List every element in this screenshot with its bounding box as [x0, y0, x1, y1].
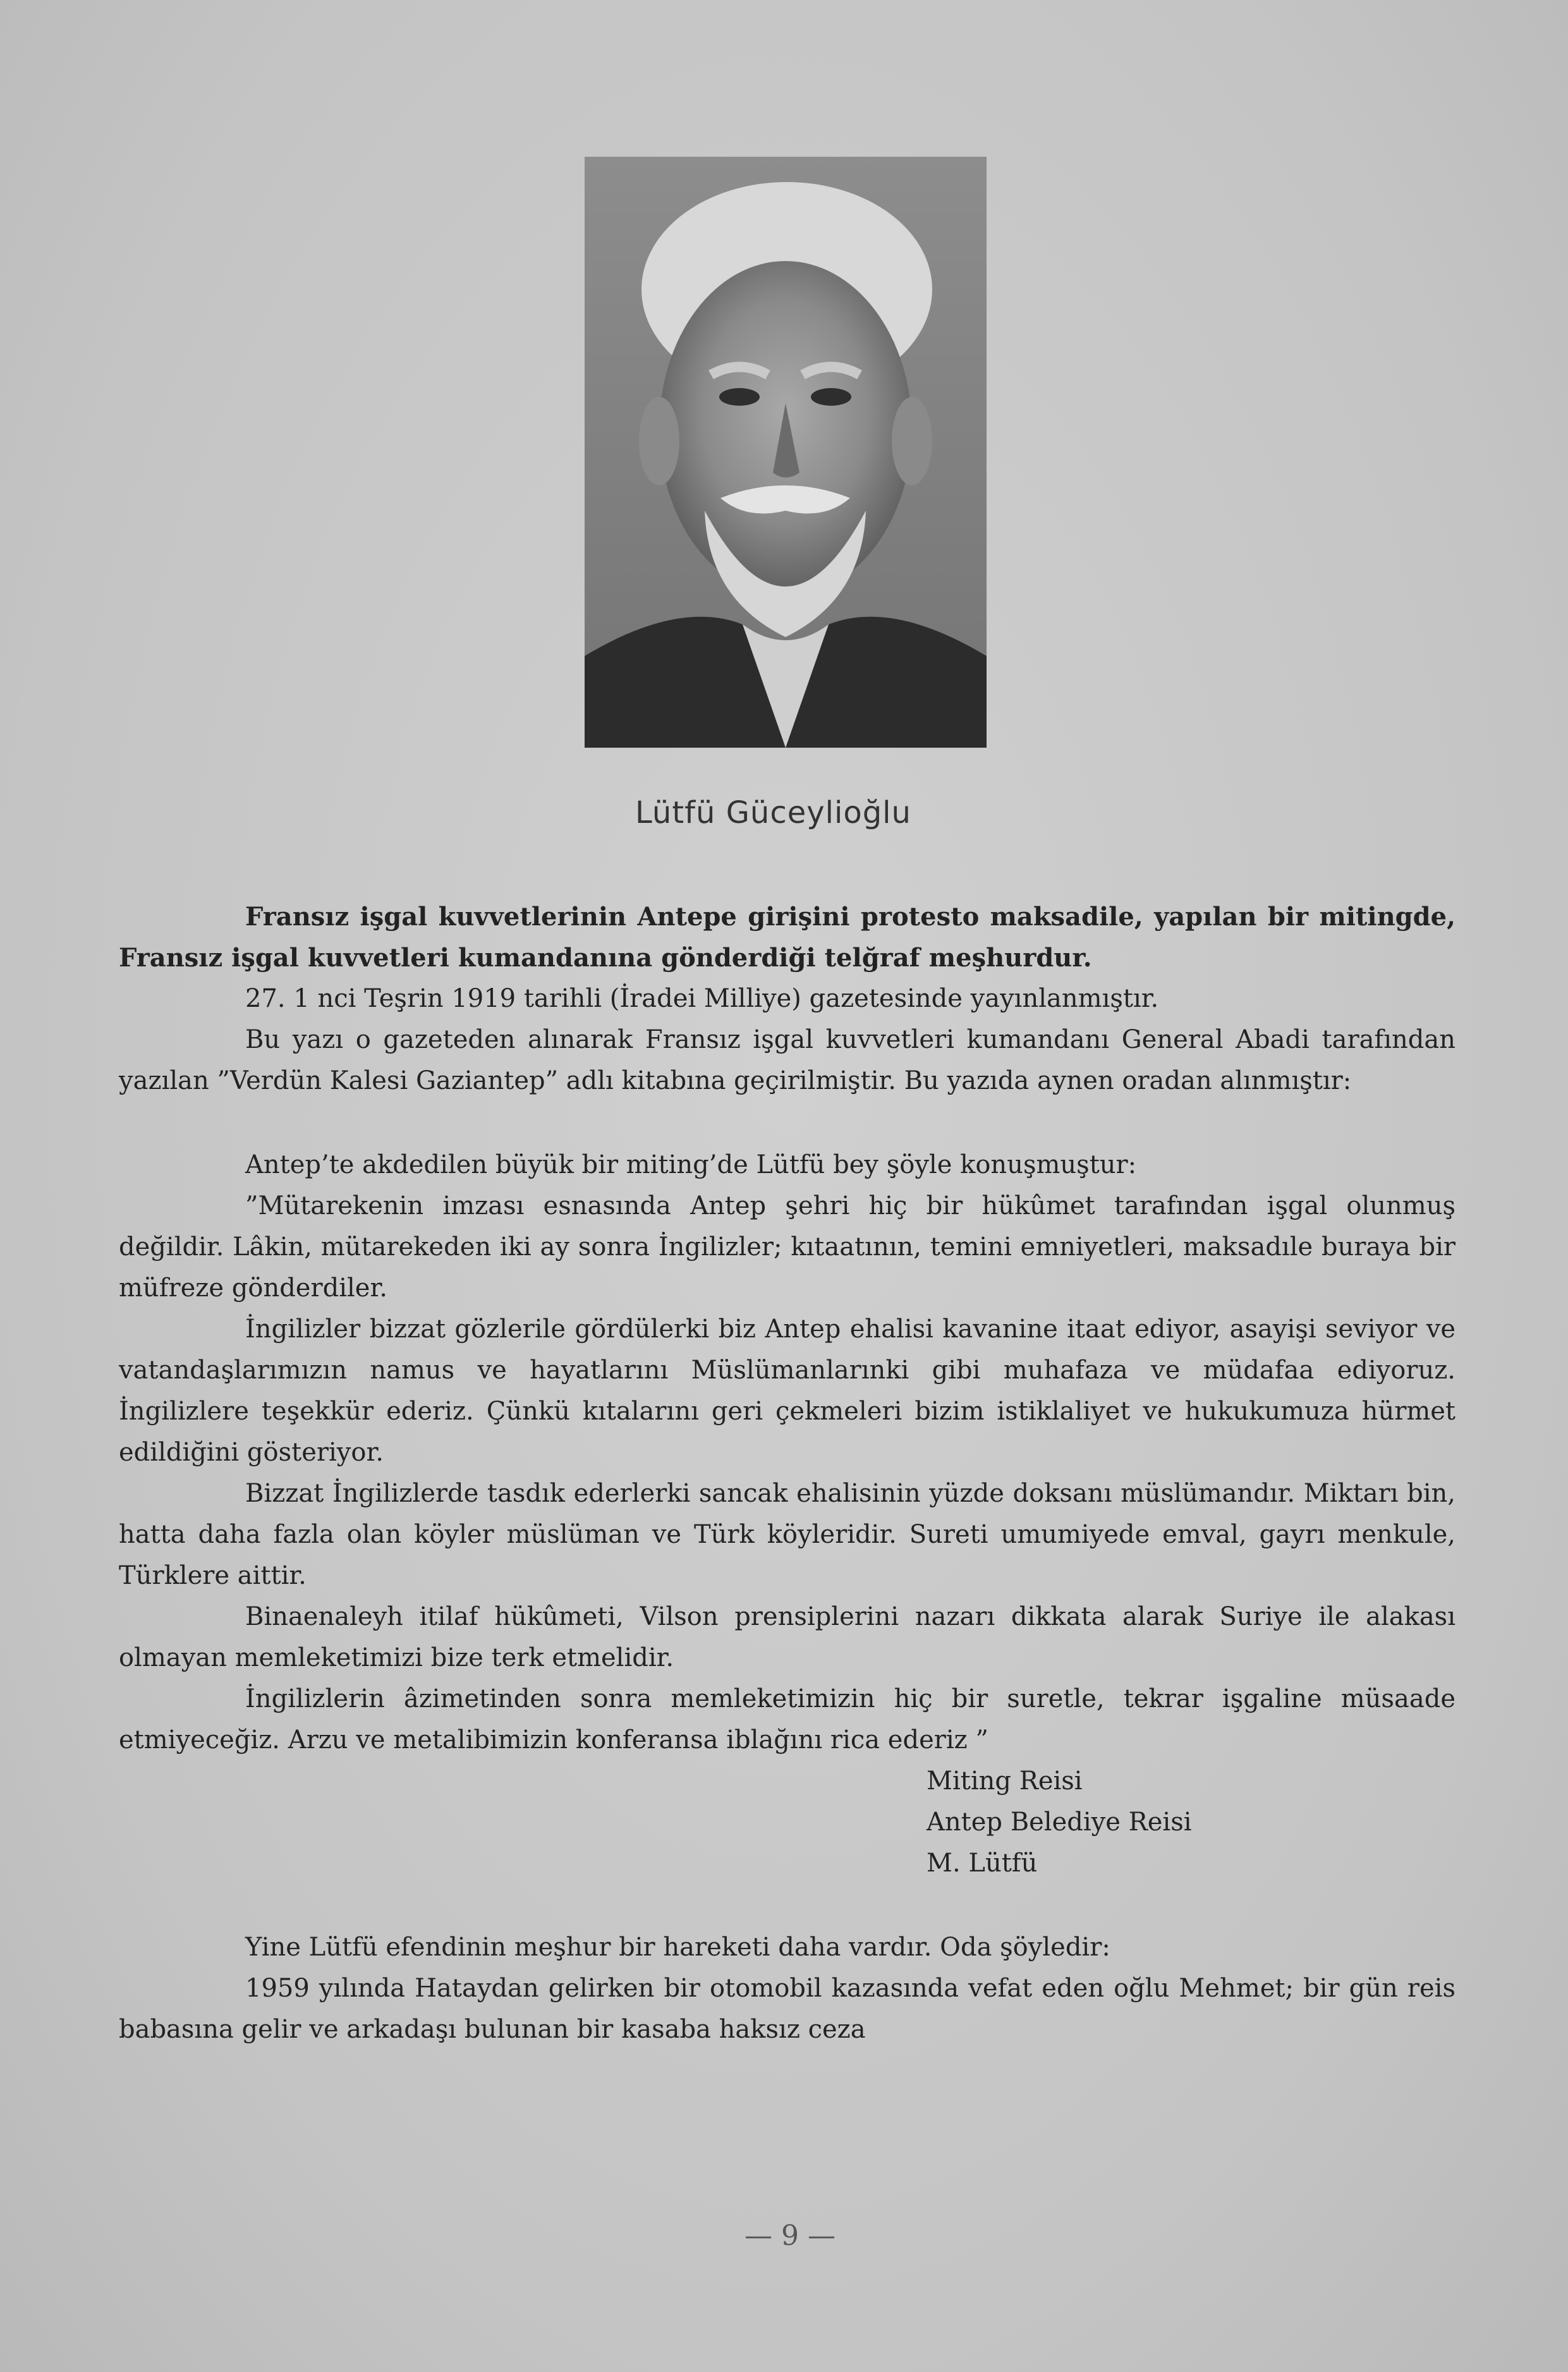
- photo-caption: Lütfü Güceylioğlu: [635, 795, 911, 830]
- paragraph-8: Binaenaleyh itilaf hükûmeti, Vilson prensiplerini nazarı dikkata alarak Suriye ile alakası olmayan memleketimizi bize terk etmelidir.: [119, 1602, 1456, 1672]
- signature-title: Miting Reisi: [927, 1767, 1083, 1796]
- signature-name: M. Lütfü: [927, 1849, 1038, 1878]
- paragraph-9: İngilizlerin âzimetinden sonra memleketimizin hiç bir suretle, tekrar işgaline müsaade etmiyeceğiz. Arzu ve metalibimizin konferansa iblağını rica ederiz ”: [119, 1684, 1456, 1755]
- paragraph-7: Bizzat İngilizlerde tasdık ederlerki sancak ehalisinin yüzde doksanı müslümandır. Miktarı bin, hatta daha fazla olan köyler müslüman ve Türk köyleridir. Sureti umumiyede emval, gayrı menkule, Türklere aittir.: [119, 1479, 1456, 1590]
- paragraph-1: Fransız işgal kuvvetlerinin Antepe girişini protesto maksadile, yapılan bir mitingde, Fransız işgal kuvvetleri kumandanına gönderdiği telğraf meşhurdur.: [119, 902, 1456, 973]
- paragraph-6: İngilizler bizzat gözlerile gördülerki biz Antep ehalisi kavanine itaat ediyor, asayişi seviyor ve vatandaşlarımızın namus ve hayatlarını Müslümanlarınki gibi muhafaza ve müdafaa ediyoruz. İngilizlere teşekkür ederiz. Çünkü kıtalarını geri çekmeleri bizim istiklaliyet ve hukukumuza hürmet edildiğini gösteriyor.: [119, 1315, 1456, 1467]
- paragraph-2: 27. 1 nci Teşrin 1919 tarihli (İradei Milliye) gazetesinde yayınlanmıştır.: [245, 984, 1159, 1013]
- portrait-photo: [585, 157, 987, 748]
- paragraph-3: Bu yazı o gazeteden alınarak Fransız işgal kuvvetleri kumandanı General Abadi tarafından yazılan ”Verdün Kalesi Gaziantep” adlı kitabına geçirilmiştir. Bu yazıda aynen oradan alınmıştır:: [119, 1025, 1456, 1095]
- paragraph-10: Yine Lütfü efendinin meşhur bir hareketi daha vardır. Oda şöyledir:: [245, 1933, 1110, 1962]
- page-number: — 9 —: [744, 2220, 836, 2252]
- paragraph-11: 1959 yılında Hataydan gelirken bir otomobil kazasında vefat eden oğlu Mehmet; bir gün reis babasına gelir ve arkadaşı bulunan bir kasaba haksız ceza: [119, 1974, 1456, 2044]
- signature-office: Antep Belediye Reisi: [927, 1808, 1192, 1837]
- paragraph-5: ”Mütarekenin imzası esnasında Antep şehri hiç bir hükûmet tarafından işgal olunmuş değildir. Lâkin, mütarekeden iki ay sonra İngilizler; kıtaatının, temini emniyetleri, maksadıle buraya bir müfreze gönderdiler.: [119, 1191, 1456, 1303]
- article-body: [119, 896, 1456, 2050]
- paragraph-4: Antep’te akdedilen büyük bir miting’de Lütfü bey şöyle konuşmuştur:: [245, 1150, 1137, 1179]
